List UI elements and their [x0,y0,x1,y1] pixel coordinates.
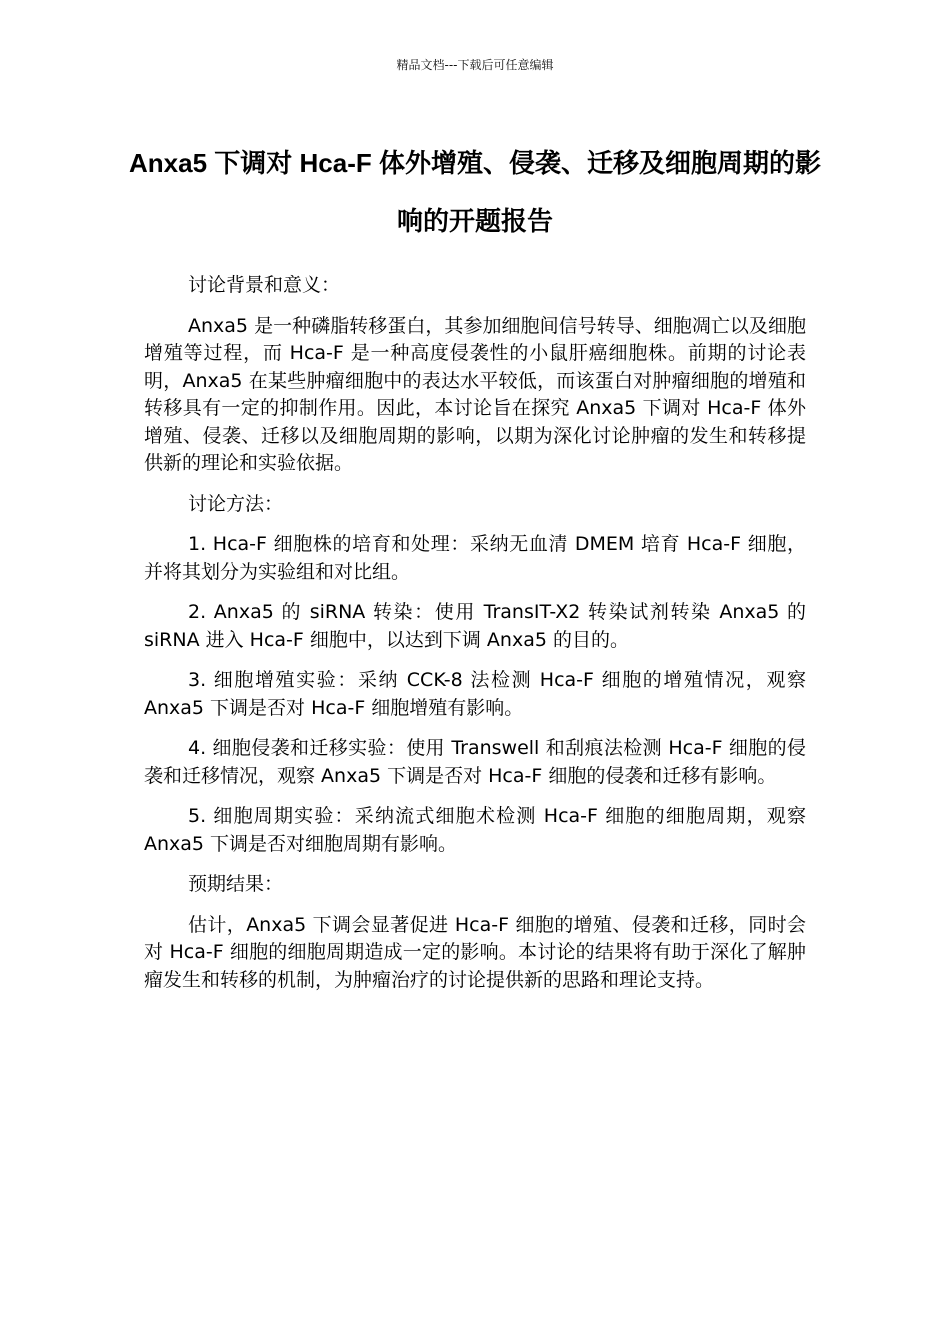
method-item-2: 2. Anxa5 的 siRNA 转染：使用 TransIT-X2 转染试剂转染 Anxa5 的 siRNA 进入 Hca-F 细胞中，以达到下调 Anxa5 的目的。 [144,601,806,651]
methods-heading: 讨论方法： [188,492,284,515]
method-item-3: 3. 细胞增殖实验：采纳 CCK-8 法检测 Hca-F 细胞的增殖情况，观察 Anxa5 下调是否对 Hca-F 细胞增殖有影响。 [144,669,806,719]
results-paragraph: 估计，Anxa5 下调会显著促进 Hca-F 细胞的增殖、侵袭和迁移，同时会对 Hca-F 细胞的细胞周期造成一定的影响。本讨论的结果将有助于深化了解肿瘤发生和转移的机制，为肿瘤治疗的讨论提供新的思路和理论支持。 [144,913,806,991]
document-title: Anxa5 下调对 Hca-F 体外增殖、侵袭、迁移及细胞周期的影响的开题报告 [129,148,821,236]
method-item-5: 5. 细胞周期实验：采纳流式细胞术检测 Hca-F 细胞的细胞周期，观察 Anxa5 下调是否对细胞周期有影响。 [144,805,806,855]
method-item-4: 4. 细胞侵袭和迁移实验：使用 Transwell 和刮痕法检测 Hca-F 细胞的侵袭和迁移情况，观察 Anxa5 下调是否对 Hca-F 细胞的侵袭和迁移有影响。 [144,737,806,787]
background-paragraph: Anxa5 是一种磷脂转移蛋白，其参加细胞间信号转导、细胞凋亡以及细胞增殖等过程，而 Hca-F 是一种高度侵袭性的小鼠肝癌细胞株。前期的讨论表明，Anxa5 在某些肿瘤细胞中的表达水平较低，而该蛋白对肿瘤细胞的增殖和转移具有一定的抑制作用。因此，本讨论旨在探究 Anxa5 下调对 Hca-F 体外增殖、侵袭、迁移以及细胞周期的影响，以期为深化讨论肿瘤的发生和转移提供新的理论和实验依据。 [144,314,806,474]
page-header-note: 精品文档---下载后可任意编辑 [396,58,554,72]
method-item-1: 1. Hca-F 细胞株的培育和处理：采纳无血清 DMEM 培育 Hca-F 细胞，并将其划分为实验组和对比组。 [144,533,806,583]
results-heading: 预期结果： [188,873,284,895]
document-body [144,272,806,1007]
background-heading: 讨论背景和意义： [188,274,341,296]
